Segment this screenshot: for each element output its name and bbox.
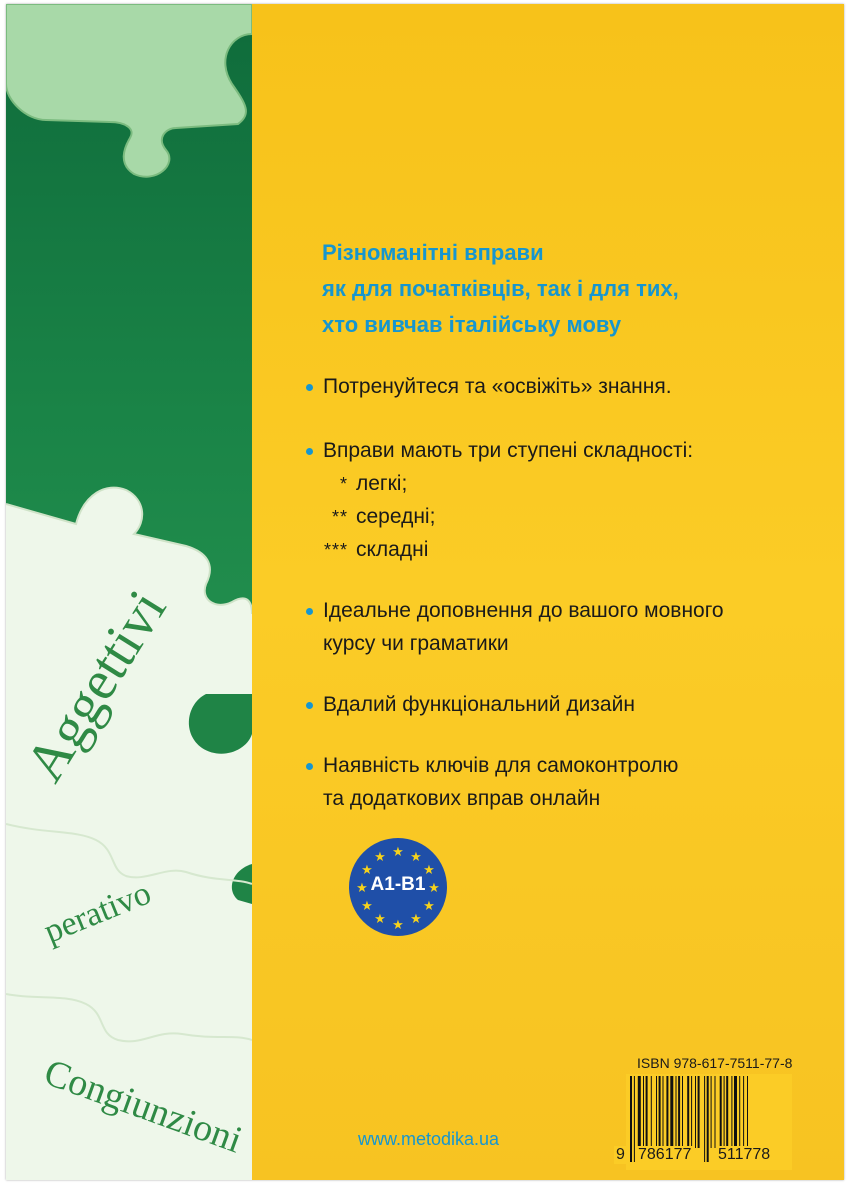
- difficulty-stars: ***: [323, 540, 348, 560]
- svg-text:★: ★: [374, 911, 386, 926]
- barcode-bar: [638, 1076, 641, 1148]
- puzzle-panel: [6, 4, 252, 1180]
- barcode-bar: [687, 1076, 689, 1148]
- barcode-bar: [734, 1076, 737, 1148]
- barcode-bar: [707, 1076, 709, 1162]
- barcode-bar: [630, 1076, 632, 1162]
- barcode-bar: [634, 1076, 635, 1162]
- svg-text:★: ★: [356, 880, 368, 895]
- svg-text:★: ★: [392, 844, 404, 859]
- puzzle-word-aggettivi: Aggettivi: [13, 579, 179, 793]
- svg-text:★: ★: [423, 898, 435, 913]
- barcode-bar: [678, 1076, 680, 1148]
- level-label: складні: [356, 538, 429, 561]
- feature-text: Потренуйтеся та «освіжіть» знання.: [323, 375, 672, 398]
- svg-text:★: ★: [428, 880, 440, 895]
- barcode-digit-first: 9: [616, 1146, 625, 1163]
- feature-text: Ідеальне доповнення до вашого мовного: [323, 599, 724, 622]
- feature-text: курсу чи граматики: [323, 632, 509, 655]
- svg-text:★: ★: [374, 849, 386, 864]
- barcode-bar: [743, 1076, 744, 1148]
- feature-text: Вдалий функціональний дизайн: [323, 693, 635, 716]
- difficulty-stars: *: [339, 474, 348, 494]
- svg-text:★: ★: [410, 911, 422, 926]
- level-item-medium: [306, 500, 435, 534]
- barcode-bar: [659, 1076, 661, 1148]
- svg-text:★: ★: [423, 862, 435, 877]
- svg-text:★: ★: [361, 898, 373, 913]
- svg-text:★: ★: [361, 862, 373, 877]
- level-label: легкі;: [356, 472, 408, 495]
- barcode: [616, 1074, 792, 1170]
- level-item-hard: [306, 533, 428, 567]
- barcode-digits-right: 511778: [718, 1146, 771, 1163]
- barcode-bar: [651, 1076, 652, 1148]
- barcode-bar: [676, 1076, 677, 1148]
- isbn-label: ISBN 978-617-7511-77-8: [637, 1055, 793, 1071]
- level-badge: [349, 838, 447, 936]
- barcode-bar: [656, 1076, 657, 1148]
- barcode-bar: [646, 1076, 648, 1148]
- headline-line-1: Різноманітні вправи: [322, 240, 544, 265]
- barcode-bar: [726, 1076, 728, 1148]
- barcode-bar: [691, 1076, 692, 1148]
- difficulty-stars: **: [331, 507, 348, 527]
- puzzle-word-congiunzioni: Congiunzioni: [38, 1051, 248, 1162]
- barcode-bar: [695, 1076, 696, 1148]
- barcode-bar: [711, 1076, 712, 1148]
- feature-text: Наявність ключів для самоконтролю: [323, 754, 679, 777]
- barcode-bar: [724, 1076, 725, 1148]
- bullet-dot-icon: [306, 384, 313, 391]
- level-item-easy: [306, 467, 407, 501]
- headline-line-3: хто вивчав італійську мову: [322, 312, 622, 337]
- book-back-cover: [6, 4, 844, 1180]
- level-label: середні;: [356, 505, 436, 528]
- puzzle-word-imperativo: perativo: [38, 874, 157, 951]
- svg-text:★: ★: [410, 849, 422, 864]
- barcode-digits-left: 786177: [638, 1146, 692, 1163]
- svg-text:★: ★: [392, 917, 404, 932]
- barcode-bar: [720, 1076, 722, 1148]
- barcode-bar: [747, 1076, 748, 1148]
- barcode-bar: [739, 1076, 740, 1148]
- barcode-bar: [663, 1076, 664, 1148]
- barcode-bar: [670, 1076, 673, 1148]
- barcode-bar: [643, 1076, 644, 1148]
- bullet-dot-icon: [306, 763, 313, 770]
- barcode-bar: [698, 1076, 700, 1148]
- cover-headline: [322, 235, 782, 343]
- website-link[interactable]: www.metodika.ua: [358, 1129, 500, 1149]
- barcode-bar: [715, 1076, 716, 1148]
- bullet-dot-icon: [306, 702, 313, 709]
- barcode-bar: [704, 1076, 705, 1162]
- barcode-bar: [666, 1076, 668, 1148]
- bullet-dot-icon: [306, 448, 313, 455]
- barcode-bar: [682, 1076, 683, 1148]
- headline-line-2: як для початківців, так і для тих,: [322, 276, 679, 301]
- text-panel: [252, 4, 844, 1180]
- bullet-dot-icon: [306, 608, 313, 615]
- feature-text: Вправи мають три ступені складності:: [323, 439, 694, 462]
- badge-label: A1-B1: [370, 874, 426, 895]
- barcode-bar: [731, 1076, 732, 1148]
- feature-text: та додаткових вправ онлайн: [323, 787, 601, 810]
